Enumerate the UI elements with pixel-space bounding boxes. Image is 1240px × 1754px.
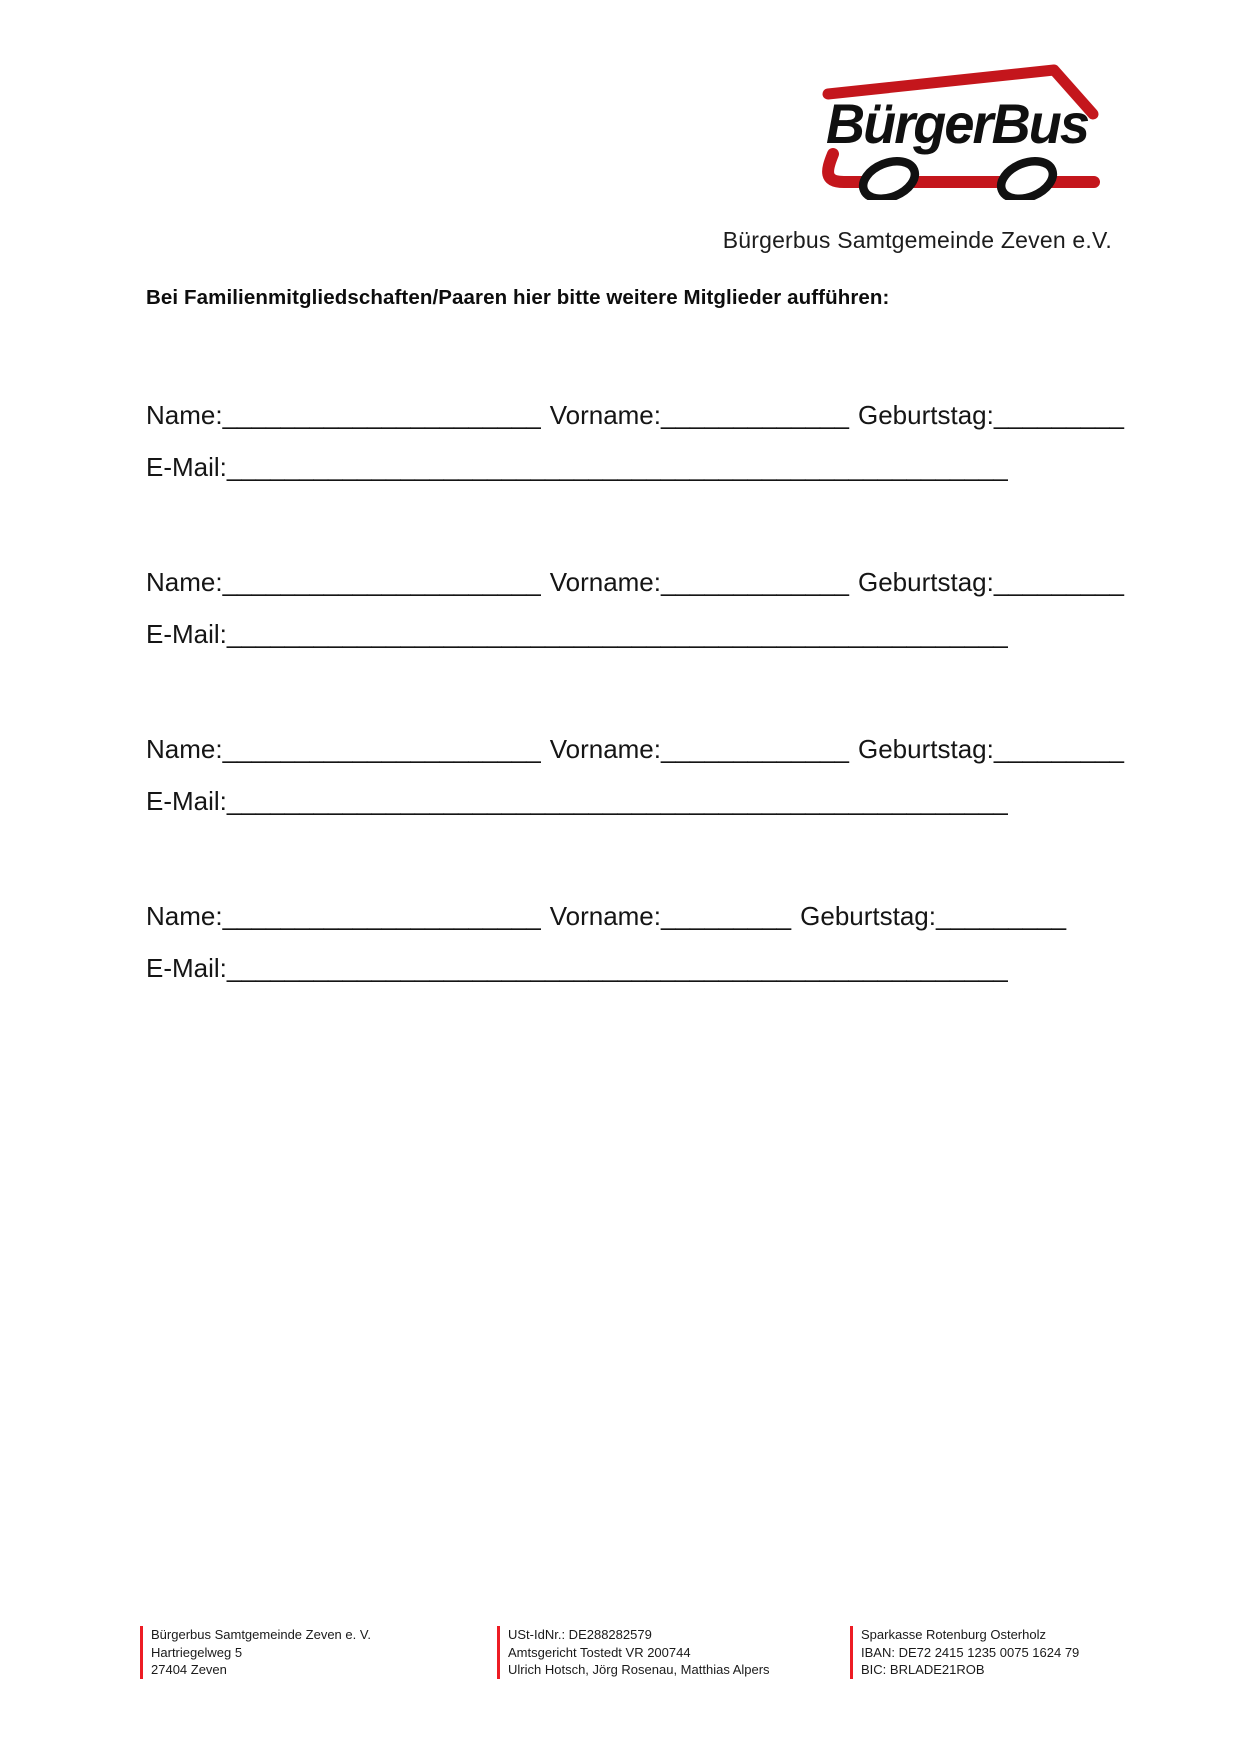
email-row xyxy=(146,954,1146,982)
name-fill-line[interactable]: ______________________ xyxy=(222,567,541,597)
email-row xyxy=(146,620,1146,648)
vorname-fill-line[interactable]: _____________ xyxy=(661,400,849,430)
name-fill-line[interactable]: ______________________ xyxy=(222,734,541,764)
email-label: E-Mail: xyxy=(146,786,227,816)
email-label: E-Mail: xyxy=(146,953,227,983)
vorname-label: Vorname: xyxy=(549,400,661,430)
name-row xyxy=(146,401,1146,429)
footer-address-column xyxy=(140,1626,371,1679)
organization-name: Bürgerbus Samtgemeinde Zeven e.V. xyxy=(722,227,1112,253)
name-fill-line[interactable]: ______________________ xyxy=(222,901,541,931)
email-fill-line[interactable]: ______________________________________________________ xyxy=(226,953,1008,983)
member-block xyxy=(146,902,1146,982)
member-block xyxy=(146,568,1146,648)
footer-line: USt-IdNr.: DE288282579 xyxy=(508,1627,652,1642)
member-block xyxy=(146,401,1146,481)
bus-rear-wheel-icon xyxy=(858,154,921,200)
vorname-label: Vorname: xyxy=(549,567,661,597)
footer-line: IBAN: DE72 2415 1235 0075 1624 79 xyxy=(861,1644,1080,1660)
name-label: Name: xyxy=(146,734,223,764)
bus-front-wheel-icon xyxy=(996,154,1059,200)
email-fill-line[interactable]: ______________________________________________________ xyxy=(226,619,1008,649)
geburtstag-fill-line[interactable]: _________ xyxy=(936,901,1067,931)
email-label: E-Mail: xyxy=(146,452,227,482)
email-label: E-Mail: xyxy=(146,619,227,649)
footer-registry-column xyxy=(497,1626,770,1679)
geburtstag-label: Geburtstag: xyxy=(800,901,936,931)
geburtstag-fill-line[interactable]: _________ xyxy=(993,734,1124,764)
form-heading: Bei Familienmitgliedschaften/Paaren hier bitte weitere Mitglieder aufführen: xyxy=(146,286,890,309)
geburtstag-label: Geburtstag: xyxy=(857,567,994,597)
email-fill-line[interactable]: ______________________________________________________ xyxy=(226,786,1008,816)
name-label: Name: xyxy=(146,400,223,430)
burgerbus-logo xyxy=(816,50,1106,200)
footer-line: 27404 Zeven xyxy=(151,1662,227,1677)
geburtstag-fill-line[interactable]: _________ xyxy=(993,400,1124,430)
vorname-fill-line[interactable]: _____________ xyxy=(661,734,849,764)
footer-line: Bürgerbus Samtgemeinde Zeven e. V. xyxy=(151,1627,371,1642)
name-row xyxy=(146,735,1146,763)
vorname-fill-line[interactable]: _________ xyxy=(661,901,792,931)
name-row xyxy=(146,902,1146,930)
vorname-label: Vorname: xyxy=(549,734,661,764)
vorname-label: Vorname: xyxy=(549,901,661,931)
footer-line: Hartriegelweg 5 xyxy=(151,1644,243,1660)
footer-bank-column xyxy=(850,1626,1079,1679)
geburtstag-label: Geburtstag: xyxy=(857,734,994,764)
geburtstag-label: Geburtstag: xyxy=(857,400,994,430)
footer-line: Ulrich Hotsch, Jörg Rosenau, Matthias Alpers xyxy=(508,1662,770,1677)
name-label: Name: xyxy=(146,567,223,597)
member-block xyxy=(146,735,1146,815)
email-row xyxy=(146,453,1146,481)
name-fill-line[interactable]: ______________________ xyxy=(222,400,541,430)
footer-line: Amtsgericht Tostedt VR 200744 xyxy=(508,1644,691,1660)
geburtstag-fill-line[interactable]: _________ xyxy=(993,567,1124,597)
footer-line: Sparkasse Rotenburg Osterholz xyxy=(861,1627,1046,1642)
footer-line: BIC: BRLADE21ROB xyxy=(861,1662,985,1677)
bus-logo-icon xyxy=(816,50,1106,200)
email-fill-line[interactable]: ______________________________________________________ xyxy=(226,452,1008,482)
email-row xyxy=(146,787,1146,815)
name-label: Name: xyxy=(146,901,223,931)
name-row xyxy=(146,568,1146,596)
vorname-fill-line[interactable]: _____________ xyxy=(661,567,849,597)
logo-wordmark: BürgerBus xyxy=(826,92,1089,155)
